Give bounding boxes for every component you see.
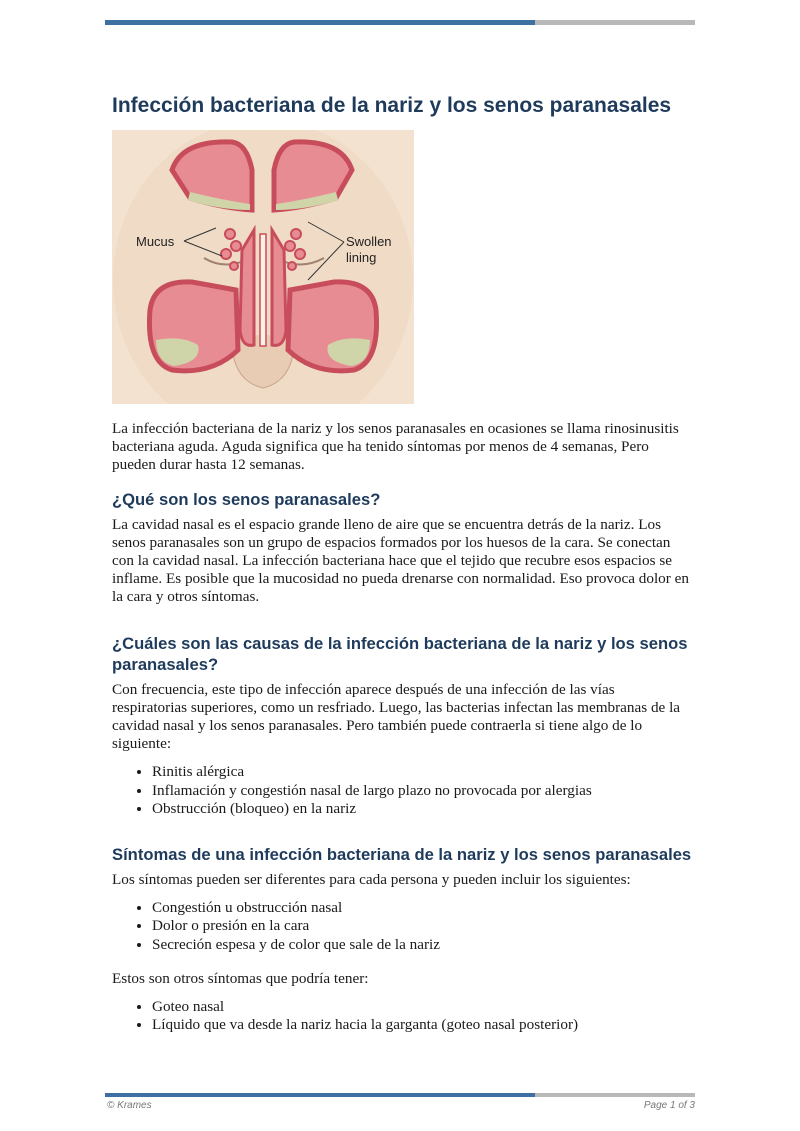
section2-paragraph: Con frecuencia, este tipo de infección aparece después de una infección de las vías respiratorias superiores, como un resfriado. Luego, las bacterias infectan las membranas de la cavidad nasal y los senos paranasales. Pero también puede contraerla si tiene algo de lo siguiente: <box>112 680 681 753</box>
page-number: Page 1 of 3 <box>643 1100 695 1111</box>
causes-list <box>112 763 692 818</box>
copyright: © Krames <box>107 1100 152 1111</box>
section3-paragraph: Los síntomas pueden ser diferentes para cada persona y pueden incluir los siguientes: <box>112 871 631 889</box>
list-item: • Inflamación y congestión nasal de largo plazo no provocada por alergias <box>152 782 692 800</box>
list-item: • Congestión u obstrucción nasal <box>152 899 692 917</box>
footer-rule <box>105 1093 695 1097</box>
list-item: • Obstrucción (bloqueo) en la nariz <box>152 800 692 818</box>
section3-paragraph-2: Estos son otros síntomas que podría tener: <box>112 969 369 987</box>
footer-rule-blue <box>105 1093 535 1097</box>
header-rule <box>105 20 695 25</box>
list-item: • Dolor o presión en la cara <box>152 917 692 935</box>
page-title: Infección bacteriana de la nariz y los senos paranasales <box>112 94 672 117</box>
header-rule-gray <box>535 20 695 25</box>
label-mucus: Mucus <box>136 234 175 249</box>
section3-heading: Síntomas de una infección bacteriana de la nariz y los senos paranasales <box>112 845 692 865</box>
section1-heading: ¿Qué son los senos paranasales? <box>112 489 381 509</box>
list-item: • Rinitis alérgica <box>152 763 692 781</box>
symptoms-list <box>112 899 692 954</box>
other-symptoms-list <box>112 998 692 1034</box>
section1-paragraph: La cavidad nasal es el espacio grande lleno de aire que se encuentra detrás de la nariz. Los senos paranasales son un grupo de espacios formados por los huesos de la cara. Se conectan con la cavidad nasal. La infección bacteriana hace que el tejido que recubre esos espacios se inflame. Es posible que la mucosidad no pueda drenarse con normalidad. Eso provoca dolor en la cara y otros síntomas. <box>112 515 689 606</box>
header-rule-blue <box>105 20 535 25</box>
list-item: • Goteo nasal <box>152 998 692 1016</box>
list-item: • Líquido que va desde la nariz hacia la garganta (goteo nasal posterior) <box>152 1016 692 1034</box>
sinus-illustration <box>112 130 414 404</box>
intro-paragraph: La infección bacteriana de la nariz y los senos paranasales en ocasiones se llama rinosinusitis bacteriana aguda. Aguda significa que ha tenido síntomas por menos de 4 semanas, Pero pueden durar hasta 12 semanas. <box>112 420 679 474</box>
label-swollen: Swollen <box>346 234 392 249</box>
label-lining: lining <box>346 250 377 265</box>
list-item: • Secreción espesa y de color que sale de la nariz <box>152 936 692 954</box>
footer-rule-gray <box>535 1093 695 1097</box>
article-body <box>112 420 692 1034</box>
section2-heading: ¿Cuáles son las causas de la infección bacteriana de la nariz y los senos paranasales? <box>112 633 688 674</box>
